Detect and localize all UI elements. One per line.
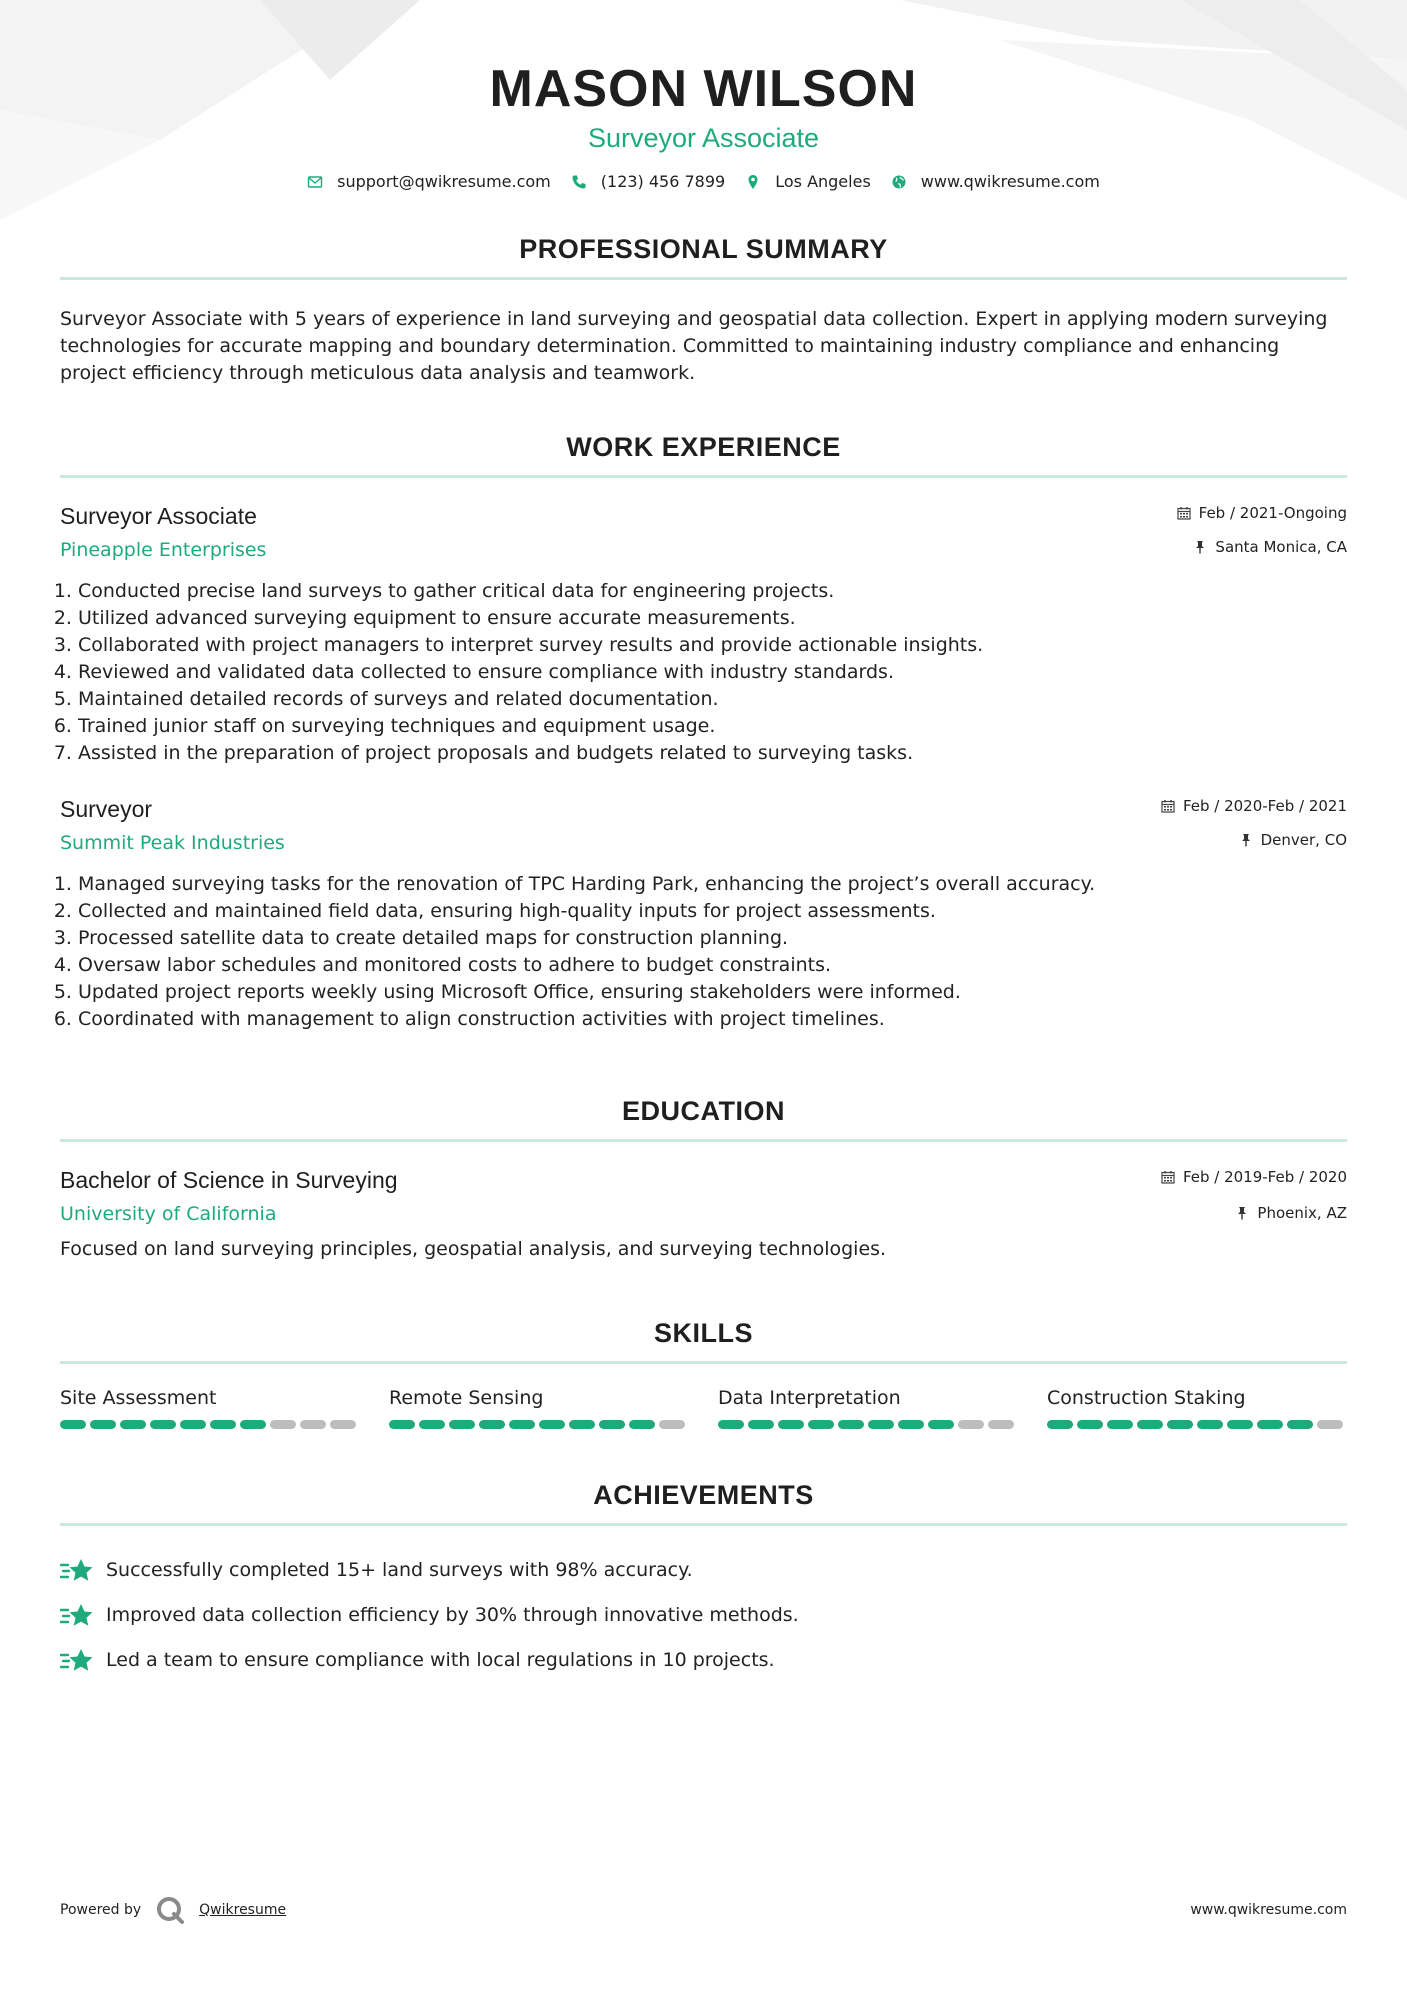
summary-heading: PROFESSIONAL SUMMARY bbox=[519, 234, 888, 264]
skill-dot-filled bbox=[778, 1420, 804, 1429]
skill-dot-filled bbox=[838, 1420, 864, 1429]
list-item: 4. Oversaw labor schedules and monitored costs to adhere to budget constraints. bbox=[78, 952, 1347, 979]
skill-dot-filled bbox=[1197, 1420, 1223, 1429]
job-dates: Feb / 2021-Ongoing bbox=[1198, 504, 1347, 522]
phone-text: (123) 456 7899 bbox=[600, 172, 726, 191]
skill-dot-filled bbox=[599, 1420, 625, 1429]
skill-dot-filled bbox=[389, 1420, 415, 1429]
skill-dot-filled bbox=[928, 1420, 954, 1429]
skill-name: Site Assessment bbox=[60, 1387, 217, 1409]
calendar-icon bbox=[1161, 1170, 1175, 1184]
qwikresume-link[interactable]: Qwikresume bbox=[199, 1902, 287, 1918]
skill-dot-filled bbox=[509, 1420, 535, 1429]
skill-dot-filled bbox=[60, 1420, 86, 1429]
job-responsibilities bbox=[60, 578, 1347, 767]
skill-dot-filled bbox=[1227, 1420, 1253, 1429]
phone-icon bbox=[571, 174, 587, 190]
contact-location bbox=[745, 172, 871, 191]
skill-item bbox=[1047, 1386, 1347, 1429]
list-item: 6. Trained junior staff on surveying techniques and equipment usage. bbox=[78, 713, 1347, 740]
skill-dot-empty bbox=[659, 1420, 685, 1429]
section-divider bbox=[60, 277, 1347, 280]
contact-phone[interactable] bbox=[571, 172, 725, 191]
skill-dot-filled bbox=[569, 1420, 595, 1429]
skill-dot-filled bbox=[150, 1420, 176, 1429]
contact-bar bbox=[60, 172, 1347, 191]
education-description: Focused on land surveying principles, geospatial analysis, and surveying technologies. bbox=[60, 1238, 887, 1260]
achievements-list bbox=[60, 1548, 1347, 1683]
skill-dot-filled bbox=[210, 1420, 236, 1429]
job-location: Denver, CO bbox=[1260, 831, 1347, 849]
skill-dot-filled bbox=[808, 1420, 834, 1429]
skill-dot-filled bbox=[1137, 1420, 1163, 1429]
list-item: 1. Managed surveying tasks for the renovation of TPC Harding Park, enhancing the project’s overall accuracy. bbox=[78, 871, 1347, 898]
skills-heading: SKILLS bbox=[653, 1318, 753, 1348]
job-meta bbox=[1161, 795, 1347, 851]
page-footer bbox=[60, 1895, 1347, 1925]
skills-section bbox=[60, 1317, 1347, 1429]
envelope-icon bbox=[307, 174, 323, 190]
education-section bbox=[60, 1095, 1347, 1263]
skill-level-bar bbox=[718, 1420, 1018, 1429]
skill-dot-empty bbox=[300, 1420, 326, 1429]
achievement-item bbox=[60, 1638, 1347, 1683]
education-meta bbox=[1161, 1166, 1347, 1224]
education-heading: EDUCATION bbox=[622, 1096, 785, 1126]
skill-dot-filled bbox=[449, 1420, 475, 1429]
skill-dot-filled bbox=[1077, 1420, 1103, 1429]
email-text: support@qwikresume.com bbox=[337, 172, 551, 191]
pushpin-icon bbox=[1193, 540, 1207, 554]
skill-item bbox=[60, 1386, 360, 1429]
school-name: University of California bbox=[60, 1203, 277, 1225]
summary-text: Surveyor Associate with 5 years of experience in land surveying and geospatial data collection. Expert in applying modern surveying technologies for accurate mapping and boundary determination. Committed to maintaining industry compliance and enhancing project efficiency through meticulous data analysis and teamwork. bbox=[60, 308, 1328, 384]
powered-by-label: Powered by bbox=[60, 1902, 142, 1918]
globe-icon bbox=[891, 174, 907, 190]
list-item: 3. Collaborated with project managers to interpret survey results and provide actionable insights. bbox=[78, 632, 1347, 659]
star-icon bbox=[60, 1556, 94, 1586]
candidate-title: Surveyor Associate bbox=[587, 123, 820, 153]
contact-website[interactable] bbox=[891, 172, 1100, 191]
skill-dot-empty bbox=[958, 1420, 984, 1429]
achievement-text: Led a team to ensure compliance with local regulations in 10 projects. bbox=[106, 1649, 775, 1671]
skill-name: Remote Sensing bbox=[389, 1387, 544, 1409]
skill-name: Construction Staking bbox=[1047, 1387, 1246, 1409]
education-entry bbox=[60, 1166, 1347, 1263]
skills-list bbox=[60, 1386, 1347, 1429]
achievement-item bbox=[60, 1593, 1347, 1638]
company-name: Pineapple Enterprises bbox=[60, 539, 267, 561]
skill-dot-empty bbox=[988, 1420, 1014, 1429]
footer-website[interactable]: www.qwikresume.com bbox=[1190, 1902, 1347, 1918]
skill-dot-filled bbox=[90, 1420, 116, 1429]
skill-dot-filled bbox=[1167, 1420, 1193, 1429]
job-entry bbox=[60, 502, 1347, 767]
powered-by bbox=[60, 1895, 286, 1925]
list-item: 6. Coordinated with management to align construction activities with project timelines. bbox=[78, 1006, 1347, 1033]
star-icon bbox=[60, 1601, 94, 1631]
skill-dot-filled bbox=[748, 1420, 774, 1429]
skill-dot-empty bbox=[330, 1420, 356, 1429]
achievements-heading: ACHIEVEMENTS bbox=[593, 1480, 814, 1510]
skill-dot-empty bbox=[270, 1420, 296, 1429]
skill-dot-filled bbox=[120, 1420, 146, 1429]
skill-level-bar bbox=[60, 1420, 360, 1429]
achievements-section bbox=[60, 1479, 1347, 1683]
summary-section bbox=[60, 233, 1347, 387]
resume-header bbox=[60, 0, 1347, 191]
skill-dot-empty bbox=[1317, 1420, 1343, 1429]
skill-dot-filled bbox=[240, 1420, 266, 1429]
degree-title: Bachelor of Science in Surveying bbox=[60, 1167, 398, 1193]
education-location: Phoenix, AZ bbox=[1257, 1204, 1347, 1222]
qwikresume-logo-icon bbox=[155, 1895, 185, 1925]
skill-dot-filled bbox=[180, 1420, 206, 1429]
job-title: Surveyor bbox=[60, 796, 153, 822]
skill-dot-filled bbox=[868, 1420, 894, 1429]
pushpin-icon bbox=[1235, 1206, 1249, 1220]
achievement-text: Successfully completed 15+ land surveys with 98% accuracy. bbox=[106, 1559, 693, 1581]
skill-name: Data Interpretation bbox=[718, 1387, 901, 1409]
location-text: Los Angeles bbox=[775, 172, 871, 191]
section-divider bbox=[60, 475, 1347, 478]
company-name: Summit Peak Industries bbox=[60, 832, 285, 854]
skill-dot-filled bbox=[479, 1420, 505, 1429]
skill-dot-filled bbox=[629, 1420, 655, 1429]
section-divider bbox=[60, 1139, 1347, 1142]
job-location: Santa Monica, CA bbox=[1215, 538, 1347, 556]
skill-dot-filled bbox=[1107, 1420, 1133, 1429]
calendar-icon bbox=[1177, 506, 1191, 520]
pushpin-icon bbox=[1239, 833, 1253, 847]
skill-dot-filled bbox=[539, 1420, 565, 1429]
list-item: 4. Reviewed and validated data collected to ensure compliance with industry standards. bbox=[78, 659, 1347, 686]
website-text: www.qwikresume.com bbox=[920, 172, 1100, 191]
list-item: 3. Processed satellite data to create detailed maps for construction planning. bbox=[78, 925, 1347, 952]
skill-dot-filled bbox=[898, 1420, 924, 1429]
skill-item bbox=[389, 1386, 689, 1429]
job-meta bbox=[1177, 502, 1347, 558]
list-item: 2. Utilized advanced surveying equipment to ensure accurate measurements. bbox=[78, 605, 1347, 632]
job-responsibilities bbox=[60, 871, 1347, 1033]
achievement-text: Improved data collection efficiency by 30% through innovative methods. bbox=[106, 1604, 799, 1626]
skill-dot-filled bbox=[718, 1420, 744, 1429]
skill-dot-filled bbox=[1287, 1420, 1313, 1429]
skill-level-bar bbox=[389, 1420, 689, 1429]
skill-item bbox=[718, 1386, 1018, 1429]
education-dates: Feb / 2019-Feb / 2020 bbox=[1182, 1168, 1347, 1186]
list-item: 5. Updated project reports weekly using Microsoft Office, ensuring stakeholders were informed. bbox=[78, 979, 1347, 1006]
calendar-icon bbox=[1161, 799, 1175, 813]
skill-dot-filled bbox=[1257, 1420, 1283, 1429]
map-pin-icon bbox=[745, 174, 761, 190]
section-divider bbox=[60, 1523, 1347, 1526]
experience-section bbox=[60, 431, 1347, 1033]
list-item: 5. Maintained detailed records of surveys and related documentation. bbox=[78, 686, 1347, 713]
contact-email[interactable] bbox=[307, 172, 551, 191]
list-item: 1. Conducted precise land surveys to gather critical data for engineering projects. bbox=[78, 578, 1347, 605]
candidate-name: MASON WILSON bbox=[489, 60, 918, 118]
skill-dot-filled bbox=[419, 1420, 445, 1429]
job-dates: Feb / 2020-Feb / 2021 bbox=[1182, 797, 1347, 815]
job-entry bbox=[60, 795, 1347, 1033]
section-divider bbox=[60, 1361, 1347, 1364]
list-item: 2. Collected and maintained field data, ensuring high-quality inputs for project assessments. bbox=[78, 898, 1347, 925]
skill-level-bar bbox=[1047, 1420, 1347, 1429]
achievement-item bbox=[60, 1548, 1347, 1593]
experience-heading: WORK EXPERIENCE bbox=[566, 432, 841, 462]
list-item: 7. Assisted in the preparation of project proposals and budgets related to surveying tasks. bbox=[78, 740, 1347, 767]
star-icon bbox=[60, 1646, 94, 1676]
job-title: Surveyor Associate bbox=[60, 503, 257, 529]
skill-dot-filled bbox=[1047, 1420, 1073, 1429]
